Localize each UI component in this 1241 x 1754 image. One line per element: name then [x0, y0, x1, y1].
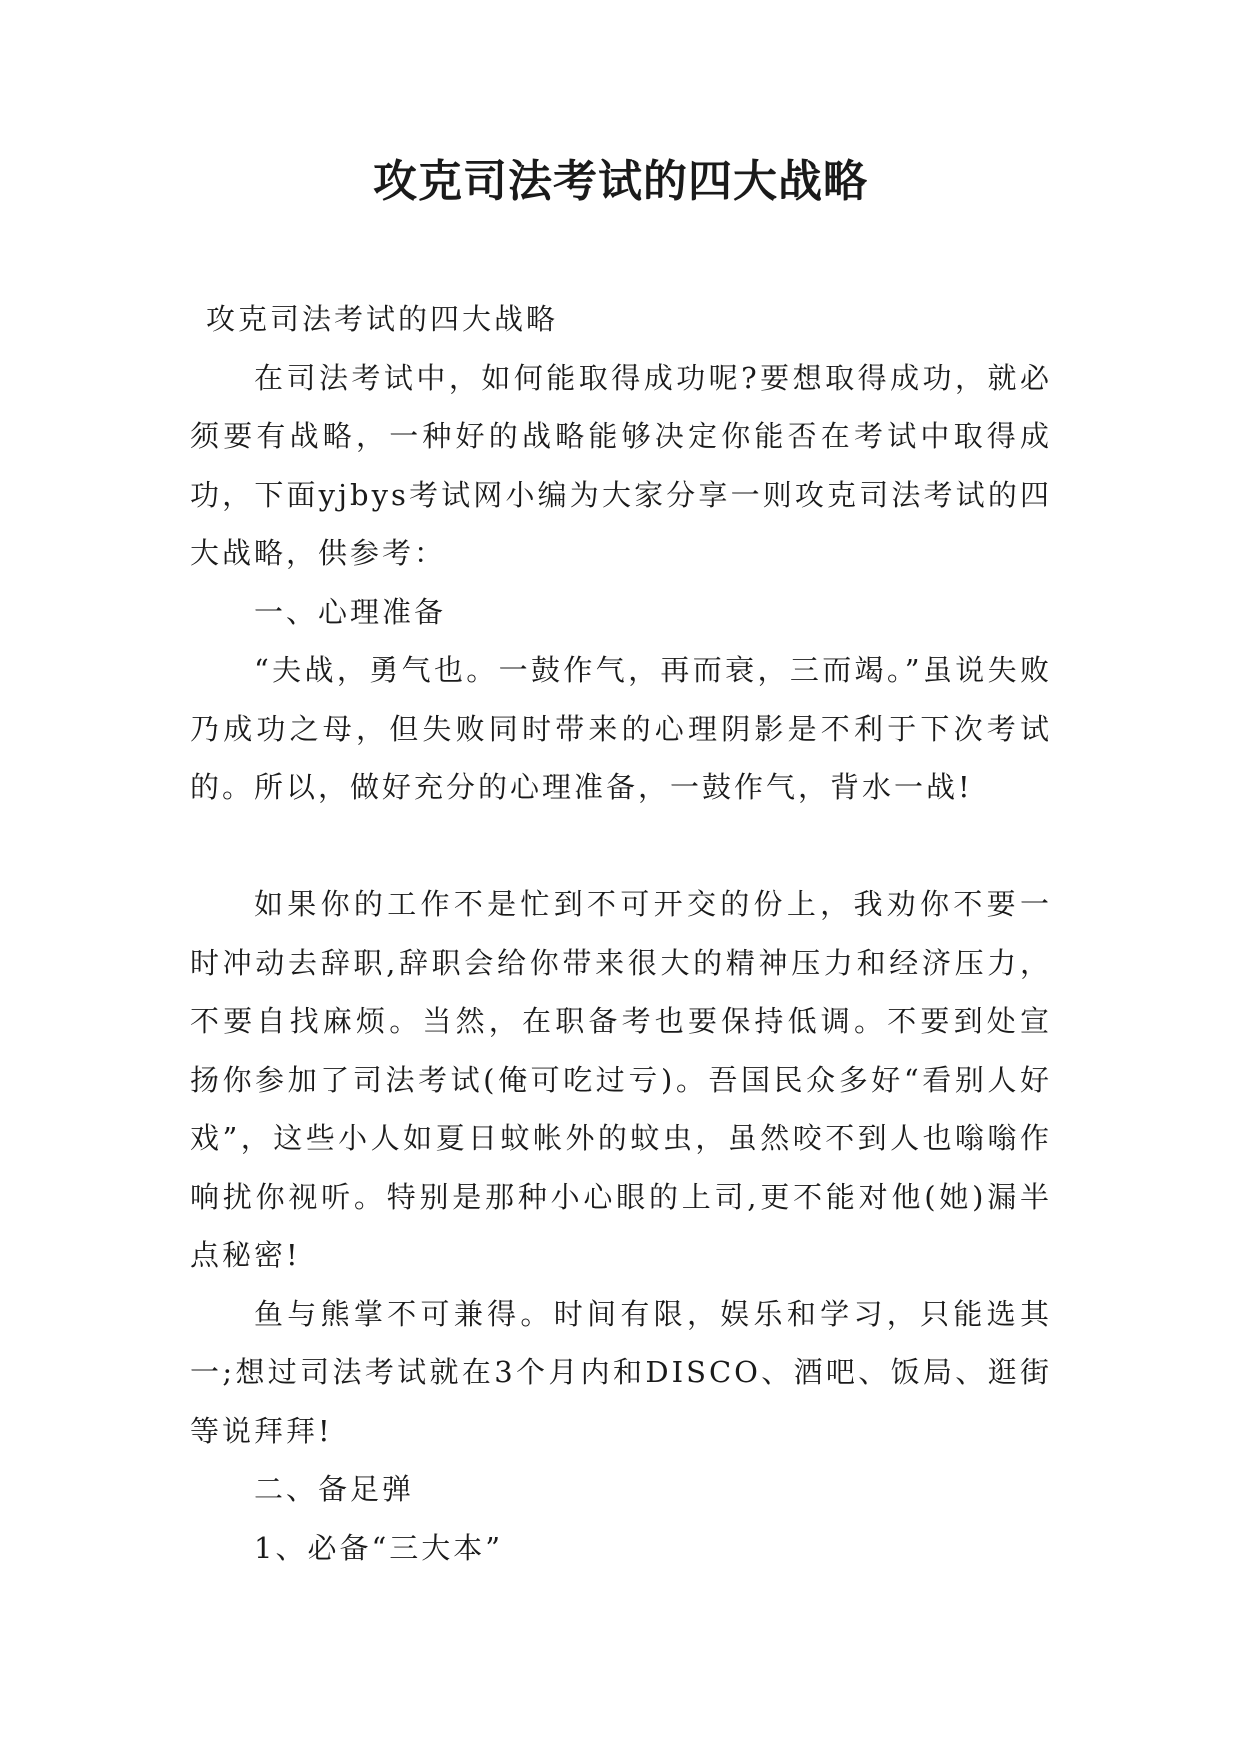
intro-paragraph: 在司法考试中，如何能取得成功呢?要想取得成功，就必须要有战略，一种好的战略能够决定你能否在考试中取得成功，下面yjbys考试网小编为大家分享一则攻克司法考试的四大战略，供参考：: [190, 360, 1052, 570]
section-heading-psychological-preparation: 一、心理准备: [254, 594, 447, 629]
document-subheading: 攻克司法考试的四大战略: [206, 302, 559, 336]
paragraph-fish-and-bear: 鱼与熊掌不可兼得。时间有限，娱乐和学习，只能选其一;想过司法考试就在3个月内和DISCO、酒吧、饭局、逛街等说拜拜!: [190, 1296, 1052, 1448]
paragraph-work-advice: 如果你的工作不是忙到不可开交的份上，我劝你不要一时冲动去辞职,辞职会给你带来很大的精神压力和经济压力，不要自找麻烦。当然，在职备考也要保持低调。不要到处宣扬你参加了司法考试(俺可吃过亏)。吾国民众多好“看别人好戏”，这些小人如夏日蚊帐外的蚊虫，虽然咬不到人也嗡嗡作响扰你视听。特别是那种小心眼的上司,更不能对他(她)漏半点秘密!: [190, 887, 1052, 1272]
paragraph-courage-quote: “夫战，勇气也。一鼓作气，再而衰，三而竭。”虽说失败乃成功之母，但失败同时带来的心理阴影是不利于下次考试的。所以，做好充分的心理准备，一鼓作气，背水一战!: [190, 653, 1052, 804]
paragraph-spacer: [190, 817, 1052, 876]
document-body: [190, 290, 1052, 1577]
list-item-three-books: 1、必备“三大本”: [254, 1530, 504, 1565]
page-title: 攻克司法考试的四大战略: [373, 156, 868, 207]
section-heading-ammunition: 二、备足弹: [254, 1472, 415, 1506]
